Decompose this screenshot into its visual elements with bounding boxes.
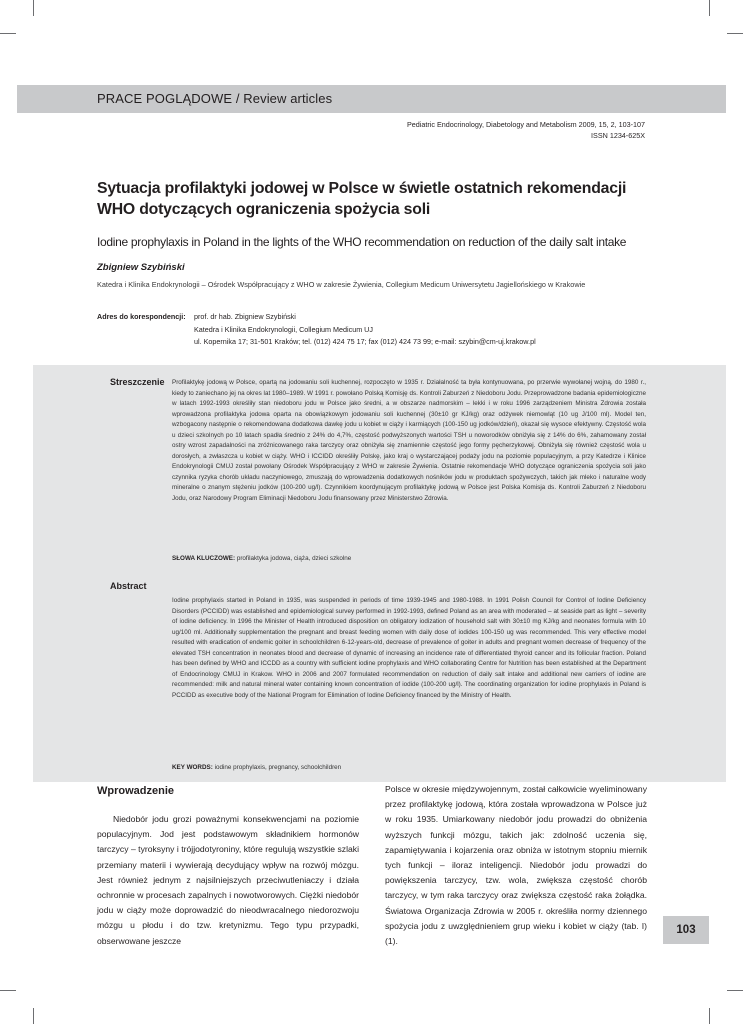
article-title-en: Iodine prophylaxis in Poland in the lights of the WHO recommendation on reduction of the daily salt intake — [97, 235, 627, 249]
streszczenie-text — [172, 378, 646, 504]
page-number: 103 — [663, 916, 709, 944]
journal-issn: ISSN 1234-625X — [591, 130, 645, 140]
crop-mark — [33, 0, 34, 16]
crop-mark — [709, 0, 710, 16]
crop-mark — [33, 1008, 34, 1024]
crop-mark — [709, 1008, 710, 1024]
journal-citation: Pediatric Endocrinology, Diabetology and Metabolism 2009, 15, 2, 103-107 — [406, 120, 645, 129]
correspondence-line: prof. dr hab. Zbigniew Szybiński — [194, 312, 296, 321]
abstract-text — [172, 596, 646, 701]
abstract-paragraph: Iodine prophylaxis started in Poland in 1935, was suspended in periods of time 1939-1945 and 1980-1988. In 1991 Polish Council for Control of Iodine Deficiency Disorders (PCCIDD) was established and epidemiological survey performed in 1992-1993, defined Poland as an area with moderated – at seaside part as light – severity of iodine deficiency. In 1996 the Minister of Health introduced disposition on obligatory iodization of household salt with 30±10 mg KJ/kg and neonates formula with 10 ug/100 ml. Additionally supplementation the pregnant and breast feeding women with daily dose of iodides 100-150 ug was recommended. This very effective model resulted with eradication of endemic goiter in schoolchildren 6-12-years-old, decrease of prevalence of goiter in adults and pregnant women decrease of frequency of the elevated TSH concentration in neonates blood and decrease of dynamic of increasing an incidence rate of differentiated thyroid cancer and its follicular fraction. Poland has been defined by WHO and ICCDD as a country with sufficient iodine prophylaxis and WHO collaborating Centre for Nutrition has been established at the Department of Endocrinology CMUJ in Krakow. WHO in 2006 and 2007 formulated recommendation on reduction of daily salt intake and additional new carriers of iodine are recommended: milk and natural mineral water containing known concentration of iodide (100-200 ug/l). The coordinating organization for iodine prophylaxis in Poland is PCCIDD as executive body of the National Program for Elimination of Iodine Deficiency financed by the Ministry of Health. — [172, 597, 646, 699]
article-title-pl: Sytuacja profilaktyki jodowej w Polsce w świetle ostatnich rekomendacji WHO dotyczących ograniczenia spożycia soli — [97, 180, 627, 218]
correspondence-line: ul. Kopernika 17; 31-501 Kraków; tel. (012) 424 75 17; fax (012) 424 73 99; e-mail: szybin@cm-uj.krakow.pl — [194, 337, 536, 346]
crop-mark — [0, 33, 16, 34]
keywords-value: iodine prophylaxis, pregnancy, schoolchildren — [214, 764, 342, 771]
streszczenie-heading: Streszczenie — [110, 377, 165, 387]
streszczenie-keywords — [172, 555, 351, 562]
journal-meta — [407, 120, 645, 141]
streszczenie-paragraph: Profilaktykę jodową w Polsce, opartą na jodowaniu soli kuchennej, rozpoczęto w 1935 r. Działalność ta była kontynuowana, po przerwie wywołanej wojną, do 1980 r., kiedy to zaniechano jej na okres lat 1980–1989. W 1991 r. powołano Polską Komisję ds. Kontroli Zaburzeń z Niedoboru Jodu. Przeprowadzone badania epidemiologiczne w latach 1992-1993 określiły stan niedoboru jodu w Polsce jako średni, a w obszarze nadmorskim – lekki i w roku 1996 zarządzeniem Ministra Zdrowia została wprowadzona profilaktyka jodowa oparta na obowiązkowym jodowaniu soli kuchennej (30±10 gr KJ/kg) oraz odżywek niemowląt (10 ug J/100 ml). Model ten, wzbogacony następnie o rekomendowana dodatkowa dawkę jodu u kobiet w ciąży i karmiących (100-150 ug jodków/dzień), okazał się wysoce efektywny. Częstość wola u dzieci szkolnych po 10 latach spadła średnio z 24% do 4,7%, częstość podwyższonych wartości TSH u noworodków obniżyła się z 14% do 6%, zahamowany został ostry wzrost zapadalności na zróżnicowanego raka tarczycy oraz obniżyła się znamiennie częstość jego formy pęcherzykowej. Obniżyła się również częstość wola u dorosłych, a zwłaszcza u kobiet w ciąży. WHO i ICCIDD określiły Polskę, jako kraj o wystarczającej podaży jodu na poziomie populacyjnym, a przy Katedrze i Klinice Endokrynologii CMUJ został powołany Ośrodek Współpracujący z WHO w zakresie Żywienia. Ostatnie rekomendacje WHO dotyczące ograniczenia spożycia soli jako czynnika ryzyka chorób układu naczyniowego, zmuszają do wprowadzenia dodatkowych nośników jodu w produktach spożywczych, takich jak mleko i naturalne wody mineralne o znanym stężeniu jodków (100-200 ug/l). Czynnikiem koordynującym profilaktykę jodową w Polsce jest Polska Komisja ds. Kontroli Zaburzeń z Niedoboru Jodu, oraz Narodowy Program Eliminacji Niedoboru Jodu finansowany przez Ministerstwo Zdrowia. — [172, 379, 646, 502]
abstract-keywords — [172, 764, 341, 771]
abstract-heading: Abstract — [110, 581, 147, 591]
correspondence-address — [194, 311, 536, 349]
intro-paragraph: Niedobór jodu grozi poważnymi konsekwencjami na poziomie populacyjnym. Jod jest podstawowym składnikiem hormonów tarczycy – tyroksyny i trójjodotyroniny, które regulują wszystkie szlaki przemiany materii i wywierają decydujący wpływ na rozwój mózgu. Jest również jednym z najsilniejszych przeciwutleniaczy i działa ochronnie w procesach zapalnych i nowotworowych. Ciężki niedobór jodu w ciąży może doprowadzić do nieodwracalnego niedorozwoju mózgu u płodu i do tzw. kretynizmu. Tego typu przypadki, obserwowane jeszcze — [97, 814, 359, 946]
keywords-label: KEY WORDS: — [172, 764, 213, 771]
author-affiliation: Katedra i Klinika Endokrynologii – Ośrodek Współpracujący z WHO w zakresie Żywienia, Collegium Medicum Uniwersytetu Jagiellońskiego w Krakowie — [97, 280, 586, 289]
section-header-band — [17, 85, 726, 113]
section-title: PRACE POGLĄDOWE / Review articles — [97, 91, 333, 106]
author-name: Zbigniew Szybiński — [97, 262, 185, 273]
crop-mark — [0, 990, 16, 991]
correspondence-label: Adres do korespondencji: — [97, 312, 186, 321]
keywords-label: SŁOWA KLUCZOWE: — [172, 555, 236, 562]
correspondence-line: Katedra i Klinika Endokrynologii, Collegium Medicum UJ — [194, 324, 373, 334]
crop-mark — [727, 990, 743, 991]
intro-heading: Wprowadzenie — [97, 785, 175, 797]
intro-column-left — [97, 812, 359, 949]
intro-paragraph: Polsce w okresie międzywojennym, został całkowicie wyeliminowany przez profilaktykę jodową, która została wprowadzona w Polsce już w roku 1935. Umiarkowany niedobór jodu prowadzi do obniżenia wyższych funkcji mózgu, takich jak: zdolność uczenia się, zapamiętywania i kojarzenia oraz obniża w istotnym stopniu miernik tych funkcji – iloraz inteligencji. Niedobór jodu prowadzi do powiększenia tarczycy, tzw. wola, zwiększa częstość chorób tarczycy, w tym raka tarczycy oraz zwiększa częstość raka żołądka. Światowa Organizacja Zdrowia w 2005 r. określiła normy dziennego spożycia jodu z uwzględnieniem grup wieku i kobiet w ciąży (tab. I) (1). — [385, 784, 647, 947]
keywords-value: profilaktyka jodowa, ciąża, dzieci szkolne — [236, 555, 352, 562]
intro-column-right — [385, 782, 647, 949]
crop-mark — [727, 33, 743, 34]
